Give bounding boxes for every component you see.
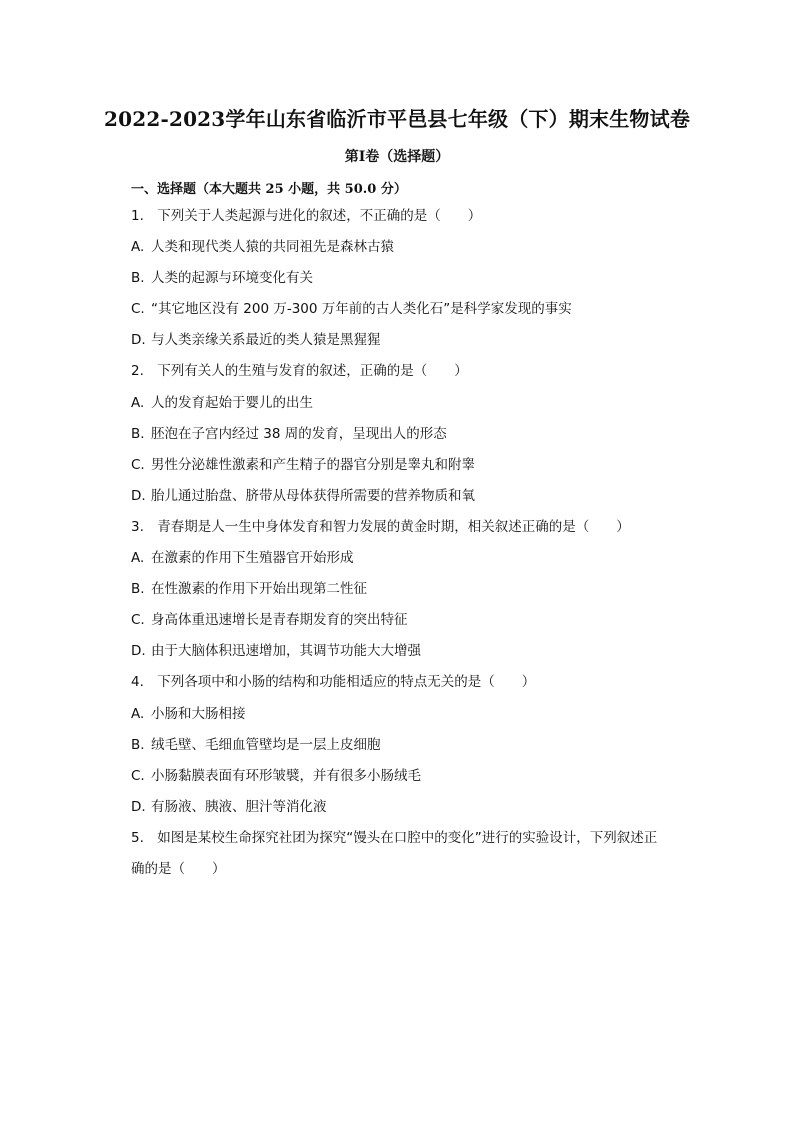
option-c (131, 610, 691, 641)
option-letter: D. (131, 332, 146, 349)
option-a (131, 548, 691, 579)
option-text: 绒毛壁、毛细血管壁均是一层上皮细胞 (151, 736, 381, 753)
question-text: 下列关于人类起源与进化的叙述，不正确的是（ ） (157, 208, 482, 224)
option-a (131, 704, 691, 735)
option-c (131, 299, 691, 330)
question-stem (131, 517, 691, 548)
question-text: 确的是（ ） (131, 860, 226, 877)
question-list (131, 206, 691, 890)
option-c (131, 766, 691, 797)
option-text: 小肠和大肠相接 (151, 705, 246, 722)
option-letter: B. (131, 736, 145, 753)
option-b (131, 268, 691, 299)
question-3 (131, 517, 691, 672)
volume-subtitle: 第Ⅰ卷（选择题） (344, 149, 450, 165)
option-text: “其它地区没有 200 万-300 万年前的古人类化石”是科学家发现的事实 (151, 301, 572, 318)
option-letter: D. (131, 487, 146, 504)
option-letter: A. (131, 394, 145, 411)
question-1 (131, 206, 691, 361)
option-letter: B. (131, 425, 145, 442)
option-text: 在激素的作用下生殖器官开始形成 (151, 550, 354, 567)
question-number: 2. (131, 363, 144, 380)
question-text: 如图是某校生命探究社团为探究“馒头在口腔中的变化”进行的实验设计，下列叙述正 (157, 829, 658, 846)
option-b (131, 579, 691, 610)
option-b (131, 735, 691, 766)
option-text: 小肠黏膜表面有环形皱襞，并有很多小肠绒毛 (151, 767, 421, 784)
option-letter: A. (131, 239, 145, 256)
option-text: 身高体重迅速增长是青春期发育的突出特征 (151, 612, 408, 629)
question-number: 3. (131, 518, 144, 535)
option-letter: B. (131, 270, 145, 287)
question-text: 下列有关人的生殖与发育的叙述，正确的是（ ） (157, 363, 468, 380)
option-text: 人的发育起始于婴儿的出生 (151, 394, 313, 411)
option-text: 有肠液、胰液、胆汁等消化液 (151, 798, 327, 815)
option-d (131, 330, 691, 361)
question-stem (131, 828, 691, 859)
question-text: 下列各项中和小肠的结构和功能相适应的特点无关的是（ ） (157, 674, 536, 691)
option-d (131, 797, 691, 828)
question-stem-continued (131, 859, 691, 890)
option-text: 胚泡在子宫内经过 38 周的发育，呈现出人的形态 (151, 425, 447, 442)
question-stem (131, 361, 691, 392)
option-text: 胎儿通过胎盘、脐带从母体获得所需要的营养物质和氧 (151, 487, 475, 504)
option-c (131, 455, 691, 486)
option-letter: D. (131, 798, 146, 815)
question-stem (131, 672, 691, 703)
option-letter: A. (131, 550, 145, 567)
option-letter: C. (131, 301, 145, 318)
option-text: 在性激素的作用下开始出现第二性征 (151, 581, 367, 598)
question-number: 1. (131, 208, 144, 224)
option-text: 与人类亲缘关系最近的类人猿是黑猩猩 (151, 332, 381, 349)
question-2 (131, 361, 691, 516)
section-heading: 一、选择题（本大题共 25 小题，共 50.0 分） (131, 182, 407, 197)
option-text: 男性分泌雄性激素和产生精子的器官分别是睾丸和附睾 (151, 456, 475, 473)
option-letter: A. (131, 705, 145, 722)
option-letter: C. (131, 612, 145, 629)
option-letter: C. (131, 456, 145, 473)
question-text: 青春期是人一生中身体发育和智力发展的黄金时期，相关叙述正确的是（ ） (157, 518, 630, 535)
exam-title: 2022-2023学年山东省临沂市平邑县七年级（下）期末生物试卷 (103, 107, 691, 131)
question-5 (131, 828, 691, 890)
option-text: 人类的起源与环境变化有关 (151, 270, 313, 287)
question-number: 4. (131, 674, 144, 691)
option-text: 人类和现代类人猿的共同祖先是森林古猿 (151, 239, 394, 256)
option-d (131, 641, 691, 672)
question-number: 5. (131, 829, 144, 846)
option-d (131, 486, 691, 517)
option-b (131, 424, 691, 455)
option-a (131, 393, 691, 424)
question-stem (131, 206, 691, 237)
option-text: 由于大脑体积迅速增加，其调节功能大大增强 (151, 643, 421, 660)
option-letter: C. (131, 767, 145, 784)
question-4 (131, 672, 691, 827)
option-letter: D. (131, 643, 146, 660)
option-a (131, 237, 691, 268)
option-letter: B. (131, 581, 145, 598)
